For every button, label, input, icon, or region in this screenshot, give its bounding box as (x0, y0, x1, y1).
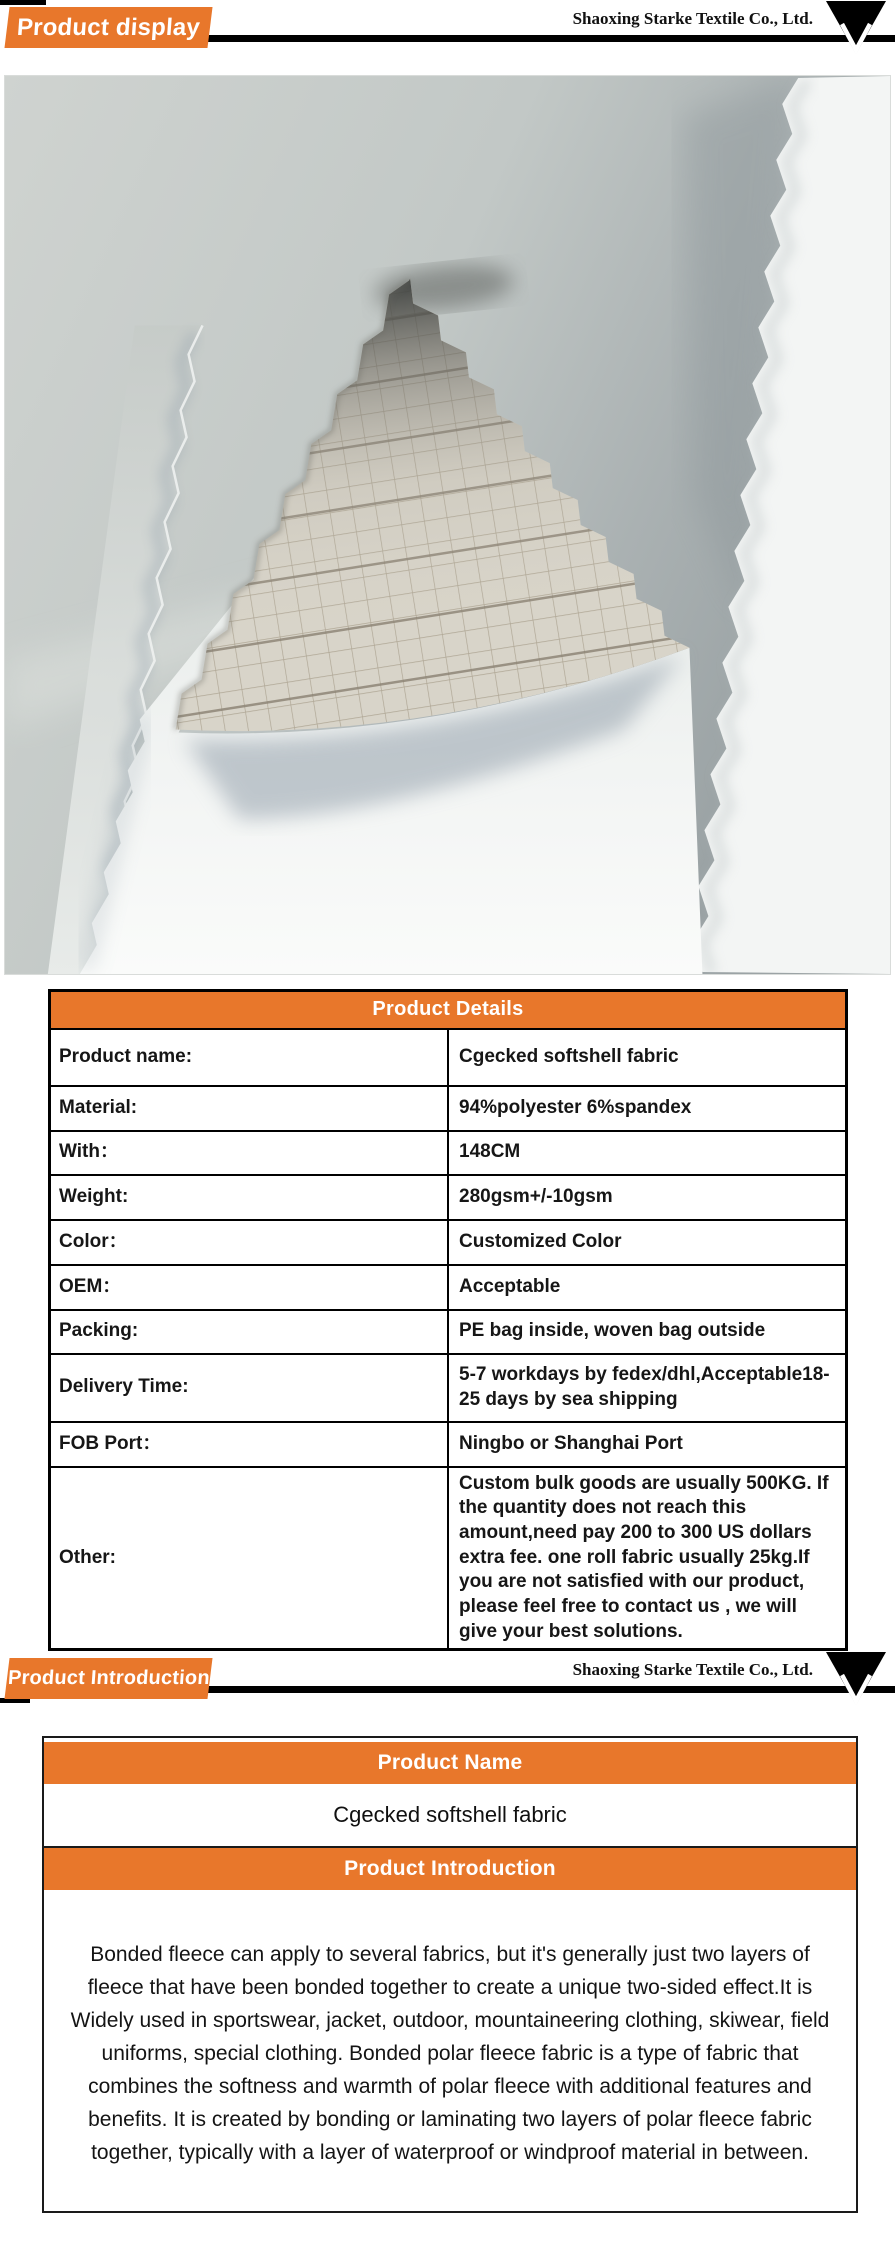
company-name: Shaoxing Starke Textile Co., Ltd. (572, 9, 813, 28)
row-label: Color： (50, 1220, 449, 1265)
table-row (50, 1422, 847, 1467)
company-logo-icon (825, 1651, 887, 1711)
product-introduction-header: Product Introduction (44, 1848, 856, 1890)
product-introduction-card (42, 1736, 858, 2213)
row-label: Packing: (50, 1310, 449, 1354)
header-rule-line (207, 1686, 895, 1693)
table-row (50, 1310, 847, 1354)
product-details-section (48, 989, 848, 1651)
page-header-product-display (0, 0, 895, 55)
row-value: Acceptable (448, 1265, 847, 1310)
table-row (50, 1029, 847, 1086)
product-details-table (48, 989, 848, 1651)
row-value: 148CM (448, 1131, 847, 1175)
section-banner-product-display (4, 7, 212, 48)
row-label: Other: (50, 1467, 449, 1650)
row-label: Delivery Time: (50, 1354, 449, 1422)
section-banner-product-introduction (4, 1658, 212, 1699)
fabric-sample-illustration (5, 76, 890, 974)
row-value: PE bag inside, woven bag outside (448, 1310, 847, 1354)
table-row (50, 1086, 847, 1131)
product-introduction-text: Bonded fleece can apply to several fabrics, but it's generally just two layers of fleece that have been bonded together to create a unique two-sided effect.It is Widely used in sportswear, jacket, outdoor, mountaineering clothing, skiwear, field uniforms, special clothing. Bonded polar fleece fabric is a type of fabric that combines the softness and warmth of polar fleece with additional features and benefits. It is created by bonding or laminating two layers of polar fleece fabric together, typically with a layer of waterproof or windproof material in between. (70, 1943, 830, 2165)
row-value: 5-7 workdays by fedex/dhl,Acceptable18-25 days by sea shipping (448, 1354, 847, 1422)
table-row (50, 1175, 847, 1220)
section-banner-label: Product display (16, 13, 202, 41)
row-label: OEM： (50, 1265, 449, 1310)
company-logo-icon (825, 0, 887, 60)
company-name: Shaoxing Starke Textile Co., Ltd. (572, 1660, 813, 1680)
table-row (50, 1354, 847, 1422)
table-row (50, 1220, 847, 1265)
table-row (50, 1131, 847, 1175)
product-photo (4, 75, 891, 975)
decorative-dash (0, 0, 46, 5)
row-value: Custom bulk goods are usually 500KG. If the quantity does not reach this amount,need pay 200 to 300 US dollars extra fee. one roll fabric usually 25kg.If you are not satisfied with our product, please feel free to contact us , we will give your best solutions. (448, 1467, 847, 1650)
table-title: Product Details (50, 991, 847, 1029)
row-value: Cgecked softshell fabric (448, 1029, 847, 1086)
row-label: Product name: (50, 1029, 449, 1086)
row-value: Customized Color (448, 1220, 847, 1265)
decorative-dash (0, 1698, 30, 1703)
row-value: 280gsm+/-10gsm (448, 1175, 847, 1220)
row-value: 94%polyester 6%spandex (448, 1086, 847, 1131)
table-row (50, 1467, 847, 1650)
header-rule-line (207, 35, 895, 42)
page-header-product-introduction (0, 1651, 895, 1706)
table-title-row (50, 991, 847, 1029)
row-label: FOB Port： (50, 1422, 449, 1467)
product-name-value: Cgecked softshell fabric (44, 1784, 856, 1848)
product-name-header: Product Name (44, 1742, 856, 1784)
table-row (50, 1265, 847, 1310)
section-banner-label: Product Introduction (6, 1667, 211, 1690)
row-label: With： (50, 1131, 449, 1175)
row-label: Material: (50, 1086, 449, 1131)
row-label: Weight: (50, 1175, 449, 1220)
row-value: Ningbo or Shanghai Port (448, 1422, 847, 1467)
